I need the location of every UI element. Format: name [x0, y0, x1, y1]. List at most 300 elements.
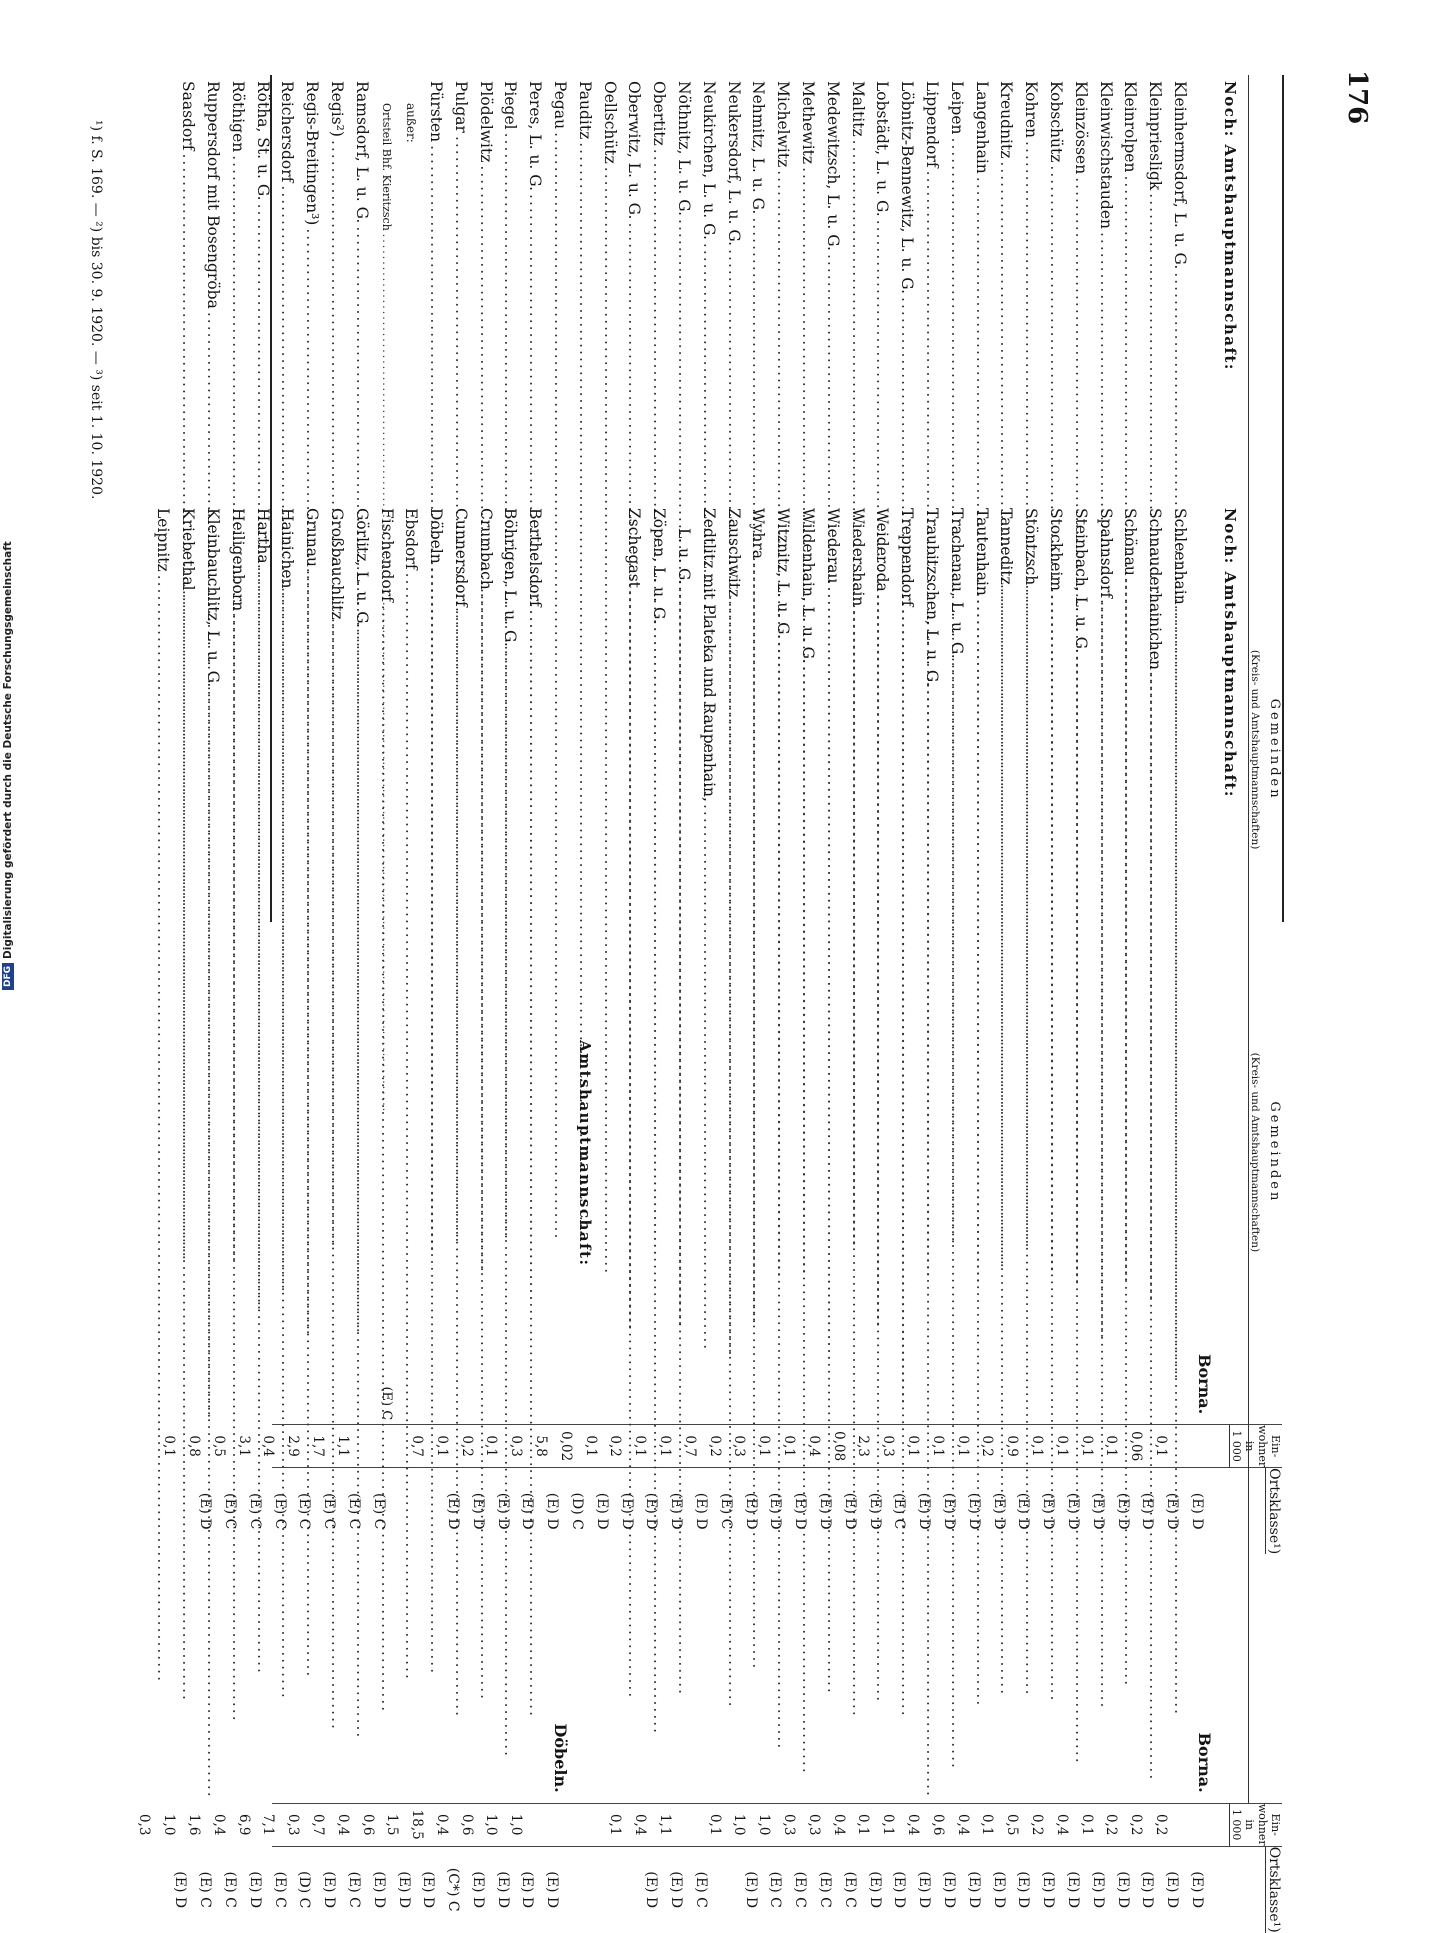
table-row-ortsklasse: (E) D [246, 1871, 263, 1909]
table-row-name [300, 502, 325, 1803]
table-row-population: 0,1 [929, 1435, 946, 1457]
header-einwohner-line: wohner [1256, 1803, 1269, 1846]
leader-dots [650, 627, 668, 1799]
table-row-ortsklasse: (E) D [1065, 1871, 1082, 1909]
table-row-ortsklasse: (E) C [370, 1493, 387, 1530]
table-row-ortsklasse: (E) D [742, 1871, 759, 1909]
header-einwohner-line: wohner [1256, 1425, 1269, 1468]
table-row-ortsklasse: (D) C [296, 1871, 313, 1909]
table-row-population: 0,3 [805, 1813, 822, 1836]
table-row-population: 0,4 [1053, 1813, 1070, 1836]
municipality-name: Borna. [1195, 1353, 1215, 1415]
leader-dots [725, 600, 743, 1798]
table-row-ortsklasse: (C*) C [445, 1867, 462, 1912]
municipality-name: Wildenhain, L. u. G. [799, 508, 818, 664]
municipality-name: Noch: Amtshauptmannschaft: [1220, 508, 1239, 798]
table-row-name [176, 502, 201, 1803]
table-row-population: 1,0 [731, 1813, 748, 1836]
municipality-name: außer: [404, 103, 419, 143]
table-row-ortsklasse: (E) D [1139, 1492, 1156, 1530]
table-row-population: 0,4 [954, 1813, 971, 1836]
table-row-ortsklasse: (E) D [469, 1871, 486, 1909]
table-row-population: 0,5 [210, 1435, 227, 1457]
table-row-name [1093, 502, 1118, 1803]
table-row-ortsklasse: (E) D [469, 1492, 486, 1530]
municipality-name: Neukirchen, L. u. G. [699, 81, 718, 240]
table-row-name [1019, 502, 1044, 1803]
municipality-name: Amtshauptmannschaft: [575, 1040, 594, 1267]
municipality-name: Nehmitz, L. u. G. [749, 81, 768, 215]
table-row-name [449, 502, 474, 1803]
table-row-ortsklasse: (E) D [1114, 1871, 1131, 1909]
municipality-name: Tautenhain [972, 508, 991, 596]
table-row-name [1217, 502, 1242, 1803]
table-row-population: 1,0 [161, 1813, 178, 1836]
municipality-name: Regis-Breitingen³) [303, 81, 322, 226]
table-row-population [529, 1804, 554, 1846]
table-row-ortsklasse [713, 1847, 738, 1933]
municipality-name: Weideroda [873, 508, 892, 592]
municipality-name: Stöntzsch [1022, 508, 1041, 586]
table-row-population: 1,0 [756, 1813, 773, 1836]
leader-dots [774, 642, 792, 1799]
municipality-name: Piegel [501, 81, 520, 130]
table-row-population [578, 1804, 603, 1846]
table-row-ortsklasse: (E) D [544, 1871, 561, 1909]
leader-dots [229, 614, 247, 1798]
leader-dots [1171, 608, 1189, 1799]
table-row-name [597, 502, 622, 1803]
dfg-badge: DFG [2, 963, 14, 990]
municipality-name: Döbeln. [550, 1723, 570, 1793]
table-row-population: 0,1 [607, 1813, 624, 1836]
header-gemeinden-label: Gemeinden [1267, 698, 1282, 801]
municipality-name: Kleinrolpen [1121, 81, 1140, 173]
table-row-ortsklasse: (E) C [271, 1493, 288, 1530]
table-row-ortsklasse: (E) D [172, 1871, 189, 1909]
table-row-name [944, 502, 969, 1803]
table-row-population: 0,1 [632, 1435, 649, 1457]
table-row-population [553, 1804, 578, 1846]
municipality-name: Methewitz [799, 81, 818, 165]
table-row-name [1044, 502, 1069, 1803]
table-row-ortsklasse: (E) D [792, 1492, 809, 1530]
table-row-ortsklasse: (E) C [717, 1493, 734, 1530]
table-row-name [424, 502, 449, 1803]
table-row-name [275, 502, 300, 1803]
municipality-name: Crumbach [476, 508, 495, 590]
municipality-name: Ramsdorf, L. u. G. [352, 81, 371, 224]
municipality-name: Wyhra [749, 508, 768, 559]
leader-dots [923, 690, 941, 1799]
table-row-population: 0,3 [880, 1435, 897, 1457]
leader-dots [502, 650, 520, 1799]
table-row-population [1173, 1804, 1198, 1846]
table-row-population: 1,6 [185, 1813, 202, 1836]
table-row-ortsklasse: (E) C [296, 1493, 313, 1530]
municipality-name: Rötha, St. u. G. [253, 81, 272, 201]
table-row-name [1168, 502, 1193, 1803]
table-row-population: 0,3 [781, 1813, 798, 1836]
leader-dots [1121, 579, 1139, 1799]
table-row-ortsklasse: (E) D [445, 1492, 462, 1530]
table-row-name [920, 502, 945, 1803]
table-row-population: 0,3 [731, 1435, 748, 1457]
table-row-name [771, 502, 796, 1803]
municipality-name: Döbeln [427, 508, 446, 564]
table-row-population: 0,2 [1029, 1813, 1046, 1836]
table-row-ortsklasse: (E) D [965, 1492, 982, 1530]
header-einwohner-line: in [1243, 1440, 1256, 1452]
municipality-name: Schönau [1121, 508, 1140, 576]
table-row-name [523, 502, 548, 1803]
table-row-population: 0,2 [607, 1435, 624, 1457]
table-row-ortsklasse: (E) D [1015, 1492, 1032, 1530]
municipality-name: Schleenhain [1171, 508, 1190, 605]
table-row-ortsklasse: (E) D [767, 1492, 784, 1530]
header-ortsklasse-label: Ortsklasse¹) [1266, 1468, 1282, 1555]
table-row-name [548, 502, 573, 1803]
table-row-ortsklasse: (E) D [519, 1871, 536, 1909]
leader-dots [1047, 594, 1065, 1799]
municipality-name: Neukersdorf, L. u. G. [724, 81, 743, 247]
leader-dots [402, 573, 420, 1799]
municipality-name: Großbauchlitz [327, 508, 346, 620]
table-row-name [225, 502, 250, 1803]
right-header-ortsklasse [1265, 1847, 1282, 1933]
municipality-name: Kleinbauchlitz, L. u. G. [203, 508, 222, 688]
table-row-name [895, 502, 920, 1803]
table-row-name [845, 502, 870, 1803]
table-row-ortsklasse: (E) D [841, 1492, 858, 1530]
municipality-name: Obertitz [650, 81, 669, 146]
table-row-ortsklasse: (E) D [494, 1492, 511, 1530]
table-row-ortsklasse [614, 1847, 639, 1933]
table-row-population: 0,8 [185, 1435, 202, 1457]
table-row-name [647, 502, 672, 1803]
table-row-population: 0,5 [1004, 1813, 1021, 1836]
table-row-ortsklasse: (E) D [519, 1492, 536, 1530]
table-row-population: 0,4 [260, 1435, 277, 1457]
municipality-name: Lobstädt, L. u. G. [873, 81, 892, 217]
table-row-population: 1,5 [384, 1813, 401, 1836]
table-row-name [201, 502, 226, 1803]
leader-dots [849, 609, 867, 1798]
table-row-ortsklasse: (E) D [544, 1492, 561, 1530]
table-row-population: 0,1 [756, 1435, 773, 1457]
leader-dots [179, 594, 197, 1799]
table-row-population: 0,1 [954, 1435, 971, 1457]
table-row-ortsklasse: (E) C [767, 1871, 784, 1908]
municipality-name: Kleinzössen [1071, 81, 1090, 175]
leader-dots [1072, 656, 1090, 1798]
right-header-gemeinden [1248, 502, 1282, 1803]
municipality-name: Peres, L. u. G. [526, 81, 545, 192]
table-row-ortsklasse: (E) D [817, 1492, 834, 1530]
municipality-name: Ruppersdorf mit Bosengröba [203, 81, 222, 309]
leader-dots [353, 631, 371, 1799]
leader-dots [254, 567, 272, 1799]
municipality-name: Cunnersdorf [451, 508, 470, 607]
table-row-name [473, 502, 498, 1803]
header-gemeinden-sub: (Kreis- und Amtshauptmannschaften) [1249, 1052, 1261, 1253]
municipality-name: Steinbach, L. u. G. [1071, 508, 1090, 654]
header-einwohner-line: Ein- [1269, 1813, 1282, 1836]
leader-dots [204, 690, 222, 1798]
municipality-name: Ebsdorf [402, 508, 421, 570]
table-row-ortsklasse: (E) C [197, 1871, 214, 1908]
municipality-name: L. u. G. [675, 528, 694, 585]
table-row-population: 0,2 [1103, 1813, 1120, 1836]
table-row-population: 0,4 [805, 1435, 822, 1457]
municipality-name: Leipen [947, 81, 966, 135]
table-row-population: 1,1 [657, 1813, 674, 1836]
table-row-population: 0,4 [433, 1813, 450, 1836]
table-row-ortsklasse: (E) D [1040, 1492, 1057, 1530]
table-row-name [1068, 502, 1093, 1803]
table-row-ortsklasse: (E) D [916, 1492, 933, 1530]
header-einwohner-line: 1 000 [1230, 1430, 1243, 1462]
table-row-population: 0,2 [1128, 1813, 1145, 1836]
municipality-name: Zöpen, L. u. G. [650, 508, 669, 624]
leader-dots [452, 610, 470, 1799]
table-row-ortsklasse: (E) D [891, 1871, 908, 1909]
right-class-body [168, 1847, 1265, 1933]
table-row-population: 0,1 [483, 1435, 500, 1457]
table-row-ortsklasse: (E) D [321, 1871, 338, 1909]
table-row-ortsklasse: (E) D [965, 1871, 982, 1909]
table-row-ortsklasse: (E) D [941, 1871, 958, 1909]
leader-dots [997, 588, 1015, 1799]
table-row-population: 0,7 [309, 1813, 326, 1836]
table-row-ortsklasse: (E) D [668, 1492, 685, 1530]
table-row-name [1143, 502, 1168, 1803]
table-row-name [1192, 502, 1217, 1803]
municipality-name: Kleinhermsdorf, L. u. G. [1171, 81, 1190, 270]
leader-dots [427, 567, 445, 1799]
municipality-name: Pauditz [575, 81, 594, 140]
leader-dots [625, 591, 643, 1799]
leader-dots [749, 562, 767, 1799]
table-row-population: 2,9 [285, 1435, 302, 1457]
table-row-population: 0,1 [781, 1435, 798, 1457]
table-row-ortsklasse: (E) D [494, 1871, 511, 1909]
municipality-name: Grunau [303, 508, 322, 567]
municipality-name: Plödelwitz [476, 81, 495, 163]
municipality-name: Witznitz, L. u. G. [774, 508, 793, 639]
table-row-ortsklasse: (E) D [1139, 1871, 1156, 1909]
leader-dots [526, 610, 544, 1799]
table-row-population: 0,4 [210, 1813, 227, 1836]
leader-dots [898, 609, 916, 1798]
leader-dots [303, 570, 321, 1799]
municipality-name: Ortsteil Bhf. Kieritzsch [380, 103, 394, 231]
table-row-population: 0,1 [855, 1813, 872, 1836]
header-einwohner-line: Ein- [1269, 1434, 1282, 1458]
row-suffix-class: (E) C [379, 1386, 395, 1421]
table-row-ortsklasse: (E) C [345, 1871, 362, 1908]
table-row-ortsklasse: (E) D [420, 1871, 437, 1909]
table-row-ortsklasse: (E) D [941, 1492, 958, 1530]
header-ortsklasse-label: Ortsklasse¹) [1266, 1846, 1282, 1933]
table-row-ortsklasse: (E) D [1015, 1871, 1032, 1909]
table-row-name [498, 502, 523, 1803]
municipality-name: Regis²) [327, 81, 346, 137]
municipality-name: Leipnitz [154, 508, 173, 572]
table-row-name [349, 502, 374, 1803]
table-row-ortsklasse: (E) D [742, 1492, 759, 1530]
side-credit-text: Digitalisierung gefördert durch die Deutsche Forschungsgemeinschaft [2, 541, 14, 959]
table-row-population: 0,1 [657, 1435, 674, 1457]
table-row-population: 0,2 [458, 1435, 475, 1457]
table-row-ortsklasse: (E) D [1089, 1492, 1106, 1530]
municipality-name: Böhrigen, L. u. G. [501, 508, 520, 647]
table-row-ortsklasse: (E) D [643, 1492, 660, 1530]
municipality-name: Kohren [1022, 81, 1041, 139]
municipality-name: Kobschütz [1047, 81, 1066, 163]
municipality-name: Pürsten [427, 81, 446, 143]
table-row-population: 0,1 [706, 1813, 723, 1836]
table-row-population: 2,3 [855, 1435, 872, 1457]
table-row-name [399, 502, 424, 1803]
table-row-name [696, 502, 721, 1803]
table-row-ortsklasse: (E) C [817, 1871, 834, 1908]
table-row-ortsklasse: (E) C [891, 1493, 908, 1530]
table-row-population: 0,06 [1128, 1431, 1145, 1462]
table-row-population: 0,1 [1053, 1435, 1070, 1457]
table-row-population: 1,1 [334, 1435, 351, 1457]
leader-dots [1022, 588, 1040, 1799]
table-row-name [746, 502, 771, 1803]
table-row-population: 0,1 [582, 1435, 599, 1457]
table-row-population: 0,6 [929, 1813, 946, 1836]
table-row-ortsklasse: (D) C [569, 1492, 586, 1530]
table-row-ortsklasse: (E) C [271, 1871, 288, 1908]
table-row-ortsklasse: (E) D [618, 1492, 635, 1530]
table-row-population: 0,1 [433, 1435, 450, 1457]
municipality-name: Langenhain [972, 81, 991, 174]
table-row-ortsklasse: (E) C [321, 1493, 338, 1530]
table-row-population: 0,1 [905, 1435, 922, 1457]
municipality-name: Berthelsdorf [526, 508, 545, 607]
table-row-ortsklasse [1234, 1847, 1259, 1933]
municipality-name: Nöthnitz, L. u. G. [675, 81, 694, 217]
table-row-ortsklasse: (E) D [395, 1871, 412, 1909]
leader-dots [675, 588, 693, 1799]
table-row-population: 0,6 [359, 1813, 376, 1836]
leader-dots [1146, 673, 1164, 1799]
table-row-population: 1,0 [483, 1813, 500, 1836]
table-row-ortsklasse: (E) D [990, 1492, 1007, 1530]
table-row-population: 0,7 [409, 1435, 426, 1457]
leader-dots [948, 662, 966, 1799]
municipality-name: Wiedershain [848, 508, 867, 607]
municipality-name: Oberwitz, L. u. G. [625, 81, 644, 220]
table-row-ortsklasse: (E) D [1189, 1871, 1206, 1909]
table-row-population: 0,3 [508, 1435, 525, 1457]
table-row-population: 0,3 [285, 1813, 302, 1836]
table-row-name [994, 502, 1019, 1803]
table-row-population: 0,1 [1078, 1813, 1095, 1836]
table-row-ortsklasse: (E) D [916, 1871, 933, 1909]
table-row-population: 0,1 [161, 1435, 178, 1457]
municipality-name: Schnauderhainichen [1146, 508, 1165, 670]
table-row-ortsklasse [589, 1847, 614, 1933]
table-row-population [677, 1804, 702, 1846]
table-row-name [796, 502, 821, 1803]
table-row-ortsklasse: (E) C [221, 1493, 238, 1530]
footnote: ¹) f. S. 169. — ²) bis 30. 9. 1920. — ³) seit 1. 10. 1920. [88, 120, 104, 500]
leader-dots [378, 605, 396, 1799]
table-row-ortsklasse: (E) D [1040, 1871, 1057, 1909]
table-row-ortsklasse: (E) D [593, 1492, 610, 1530]
table-row-population: 0,4 [334, 1813, 351, 1836]
table-row-ortsklasse: (E) D [693, 1492, 710, 1530]
municipality-name: Treppendorf [898, 508, 917, 607]
municipality-name: Zauschwitz [724, 508, 743, 598]
table-row-ortsklasse: (E) D [668, 1871, 685, 1909]
table-row-population: 0,2 [1153, 1813, 1170, 1836]
table-row-ortsklasse: (E) C [693, 1871, 710, 1908]
table-row-name [820, 502, 845, 1803]
table-row-ortsklasse: (E) C [345, 1493, 362, 1530]
municipality-name: Wiederau [823, 508, 842, 584]
table-row-population: 6,9 [235, 1813, 252, 1836]
table-row-name [1118, 502, 1143, 1803]
table-row-population: 0,1 [1078, 1435, 1095, 1457]
table-row-population: 0,6 [458, 1813, 475, 1836]
municipality-name: Oellschütz [600, 81, 619, 164]
right-pop-body [132, 1804, 1229, 1846]
leader-dots [328, 623, 346, 1799]
table-row-ortsklasse: (E) D [643, 1871, 660, 1909]
table-row-ortsklasse: (E) D [990, 1871, 1007, 1909]
municipality-name: Stockheim [1047, 508, 1066, 592]
table-row-ortsklasse: (E) C [792, 1871, 809, 1908]
header-gemeinden-sub: (Kreis- und Amtshauptmannschaften) [1249, 649, 1261, 850]
table-row-population: 0,1 [979, 1813, 996, 1836]
table-row-ortsklasse: (E) D [370, 1871, 387, 1909]
table-row-population: 3,1 [235, 1435, 252, 1457]
header-einwohner-line: in [1243, 1819, 1256, 1830]
municipality-name: Kriebethal [179, 508, 198, 591]
right-names-body [151, 502, 1248, 1803]
municipality-name: Trachenau, L. u. G. [947, 508, 966, 659]
table-row-name [870, 502, 895, 1803]
leader-dots [799, 666, 817, 1798]
table-row-ortsklasse: (E) D [1114, 1492, 1131, 1530]
municipality-name: Noch: Amtshauptmannschaft: [1220, 81, 1239, 371]
header-gemeinden-label: Gemeinden [1267, 1101, 1282, 1204]
municipality-name: Spahnsdorf [1096, 508, 1115, 599]
municipality-name: Michelwitz [774, 81, 793, 168]
table-row-ortsklasse: (E) D [1164, 1871, 1181, 1909]
table-row-name [721, 502, 746, 1803]
municipality-name: Kleinwischstauden [1096, 81, 1115, 229]
table-row-population: 0,3 [136, 1813, 153, 1836]
table-row-name [374, 502, 399, 1803]
header-einwohner-line: 1 000 [1230, 1808, 1243, 1841]
municipality-name: Heiligenborn [228, 508, 247, 612]
leader-dots [873, 595, 891, 1799]
municipality-name: Görlitz, L. u. G. [352, 508, 371, 629]
table-row-ortsklasse: (E) D [1164, 1492, 1181, 1530]
table-row-ortsklasse: (E) D [1065, 1492, 1082, 1530]
table-row-name [250, 502, 275, 1803]
table-row-ortsklasse: (E) D [1189, 1492, 1206, 1530]
table-row-name [151, 502, 176, 1803]
municipality-name: Reichersdorf [278, 81, 297, 183]
